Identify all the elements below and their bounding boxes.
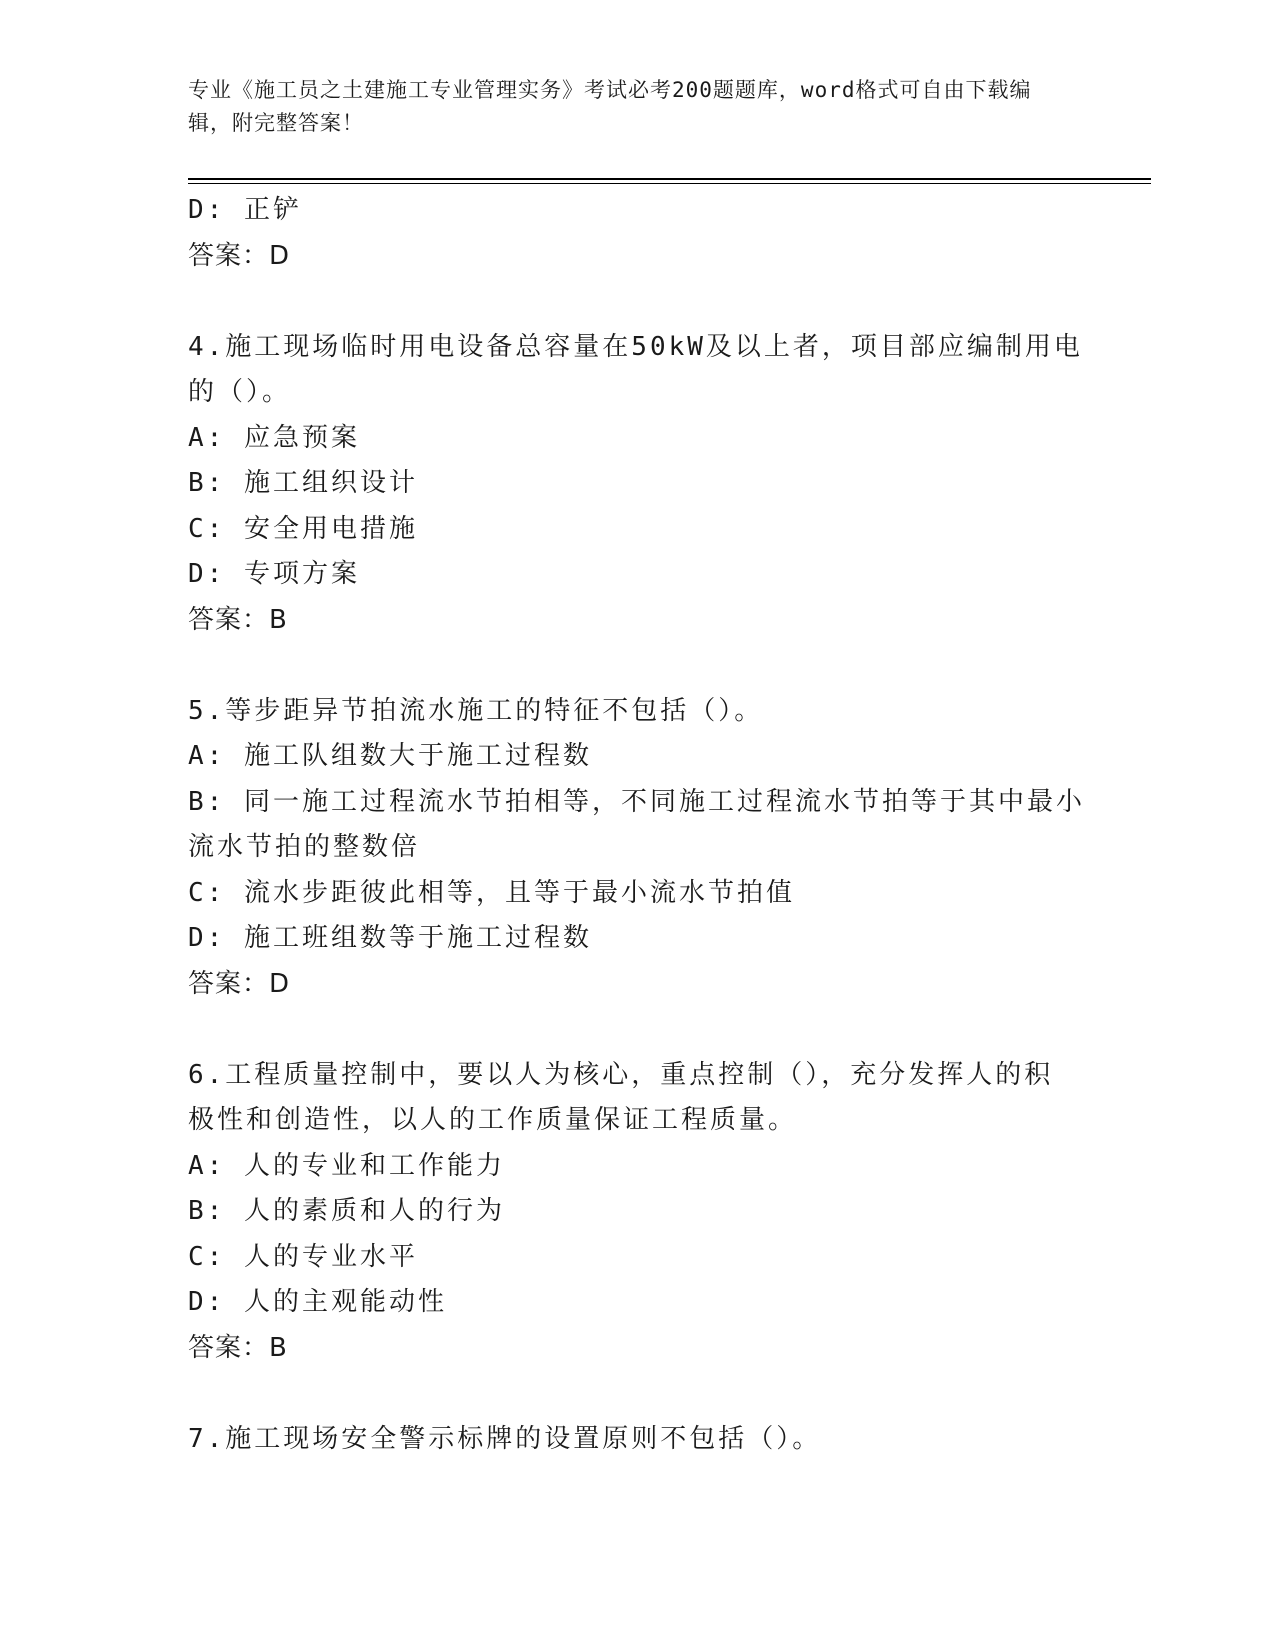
question-7 — [188, 1417, 1088, 1463]
question-4-option-c: C: 安全用电措施 — [188, 513, 418, 544]
question-6-answer: 答案：B — [188, 1332, 288, 1363]
question-5-option-c: C: 流水步距彼此相等，且等于最小流水节拍值 — [188, 877, 795, 908]
spacer — [188, 1371, 1088, 1417]
question-6 — [188, 1053, 1088, 1372]
question-4-option-a: A: 应急预案 — [188, 422, 360, 453]
question-4 — [188, 325, 1088, 644]
question-list — [188, 188, 1088, 1462]
spacer — [188, 643, 1088, 689]
question-4-stem-line1: 4.施工现场临时用电设备总容量在50kW及以上者，项目部应编制用电 — [188, 331, 1083, 362]
question-6-stem-line2: 极性和创造性，以人的工作质量保证工程质量。 — [188, 1105, 798, 1135]
question-4-stem-line2: 的（）。 — [188, 377, 292, 407]
question-6-option-b: B: 人的素质和人的行为 — [188, 1196, 505, 1226]
question-6-stem-line1: 6.工程质量控制中，要以人为核心，重点控制（），充分发挥人的积 — [188, 1059, 1054, 1090]
prev-answer: 答案：D — [188, 240, 291, 271]
header-divider-thin — [188, 183, 1151, 184]
header-text: 专业《施工员之土建施工专业管理实务》考试必考200题题库，word格式可自由下载编辑，附完整答案！ — [188, 78, 1032, 135]
spacer — [188, 279, 1088, 325]
page-header — [188, 74, 1068, 140]
prev-option-d: D: 正铲 — [188, 195, 302, 225]
question-5-option-b-line1: B: 同一施工过程流水节拍相等，不同施工过程流水节拍等于其中最小 — [188, 786, 1085, 817]
question-6-option-c: C: 人的专业水平 — [188, 1241, 418, 1272]
question-6-option-d: D: 人的主观能动性 — [188, 1287, 447, 1317]
question-4-option-b: B: 施工组织设计 — [188, 468, 418, 498]
question-5-stem: 5.等步距异节拍流水施工的特征不包括（）。 — [188, 695, 764, 726]
question-5-answer: 答案：D — [188, 968, 291, 999]
question-4-option-d: D: 专项方案 — [188, 559, 360, 589]
spacer — [188, 1007, 1088, 1053]
question-5 — [188, 689, 1088, 1008]
question-5-option-b-line2: 流水节拍的整数倍 — [188, 832, 421, 862]
header-divider-thick — [188, 178, 1151, 180]
question-5-option-d: D: 施工班组数等于施工过程数 — [188, 923, 592, 953]
question-7-stem: 7.施工现场安全警示标牌的设置原则不包括（）。 — [188, 1423, 822, 1454]
question-6-option-a: A: 人的专业和工作能力 — [188, 1150, 505, 1181]
question-5-option-a: A: 施工队组数大于施工过程数 — [188, 741, 592, 771]
question-4-answer: 答案：B — [188, 604, 288, 635]
